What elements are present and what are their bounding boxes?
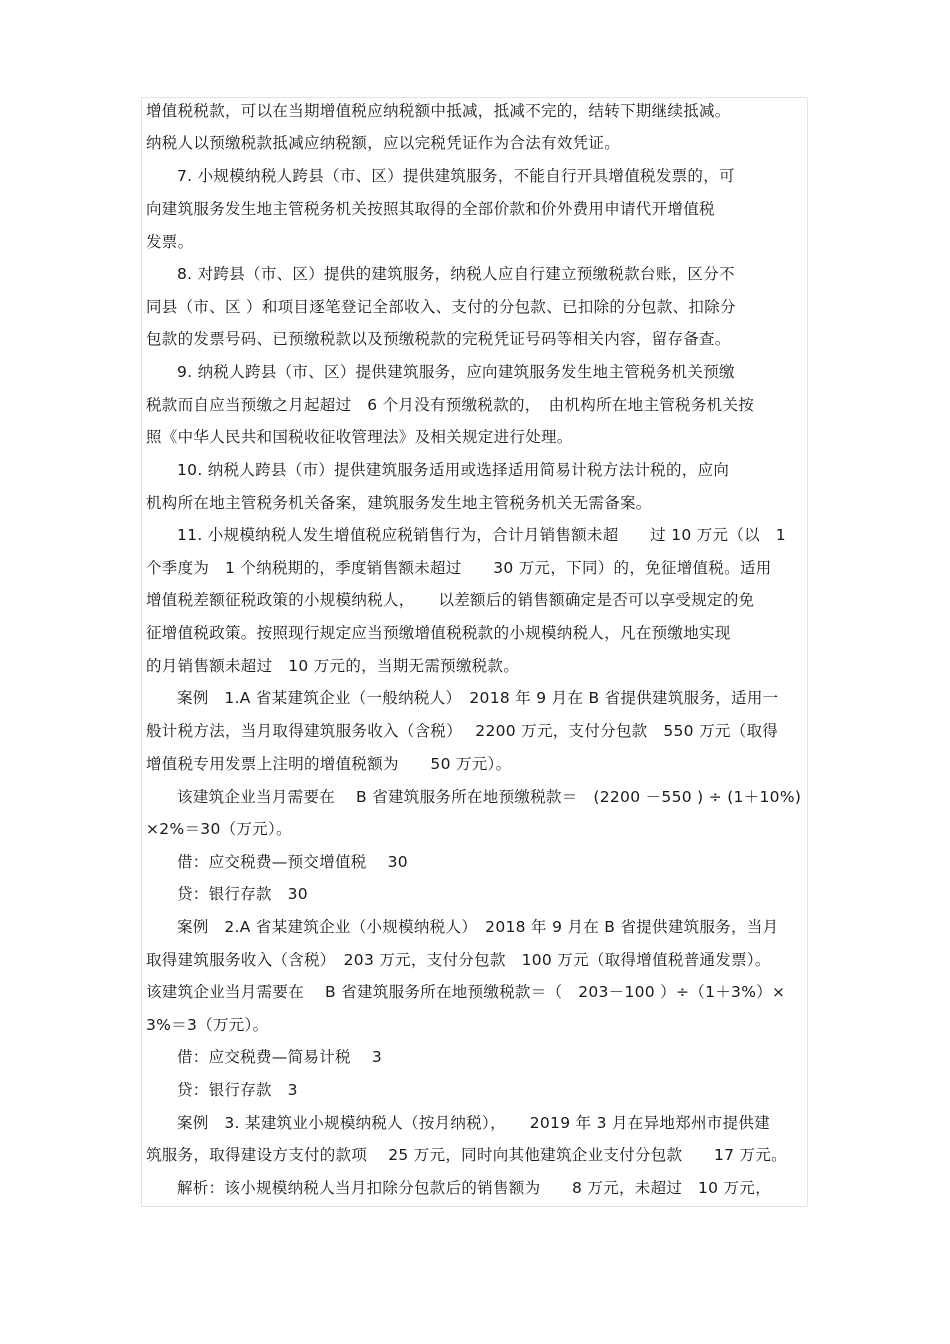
text-line: 向建筑服务发生地主管税务机关按照其取得的全部价款和价外费用申请代开增值税 (146, 200, 715, 218)
text-line: 案例 3. 某建筑业小规模纳税人（按月纳税）， 2019 年 3 月在异地郑州市提供建 (177, 1114, 771, 1132)
text-line: 增值税税款，可以在当期增值税应纳税额中抵减，抵减不完的，结转下期继续抵减。 (146, 102, 731, 120)
text-line: 借：应交税费—预交增值税 30 (177, 853, 408, 871)
text-line: 机构所在地主管税务机关备案，建筑服务发生地主管税务机关无需备案。 (146, 494, 652, 512)
text-line: 3%＝3（万元）。 (146, 1016, 269, 1034)
text-line: 该建筑企业当月需要在 B 省建筑服务所在地预缴税款＝（ 203－100 ）÷（1＋3%）× (146, 983, 786, 1001)
text-line: 征增值税政策。按照现行规定应当预缴增值税税款的小规模纳税人，凡在预缴地实现 (146, 624, 731, 642)
text-line: 7. 小规模纳税人跨县（市、区）提供建筑服务，不能自行开具增值税发票的，可 (177, 167, 735, 185)
text-line: 发票。 (146, 233, 194, 251)
text-line: 11. 小规模纳税人发生增值税应税销售行为，合计月销售额未超 过 10 万元（以 1 (177, 526, 786, 544)
text-line: 该建筑企业当月需要在 B 省建筑服务所在地预缴税款＝ (2200 －550 ) ÷ (1＋10%) (177, 788, 802, 806)
text-line: 增值税差额征税政策的小规模纳税人， 以差额后的销售额确定是否可以享受规定的免 (146, 591, 755, 609)
text-line: 借：应交税费—简易计税 3 (177, 1048, 382, 1066)
text-line: 包款的发票号码、已预缴税款以及预缴税款的完税凭证号码等相关内容，留存备查。 (146, 330, 731, 348)
text-line: 纳税人以预缴税款抵减应纳税额，应以完税凭证作为合法有效凭证。 (146, 134, 621, 152)
text-line: 解析：该小规模纳税人当月扣除分包款后的销售额为 8 万元，未超过 10 万元， (177, 1179, 771, 1197)
text-line: 取得建筑服务收入（含税） 203 万元，支付分包款 100 万元（取得增值税普通发票）。 (146, 951, 771, 969)
text-line: 案例 2.A 省某建筑企业（小规模纳税人） 2018 年 9 月在 B 省提供建筑服务，当月 (177, 918, 779, 936)
text-line: ×2%＝30（万元）。 (146, 820, 292, 838)
text-line: 案例 1.A 省某建筑企业（一般纳税人） 2018 年 9 月在 B 省提供建筑服务，适用一 (177, 689, 779, 707)
text-line: 筑服务，取得建设方支付的款项 25 万元，同时向其他建筑企业支付分包款 17 万元。 (146, 1146, 787, 1164)
text-line: 10. 纳税人跨县（市）提供建筑服务适用或选择适用简易计税方法计税的，应向 (177, 461, 730, 479)
text-line: 贷：银行存款 3 (177, 1081, 298, 1099)
text-line: 税款而自应当预缴之月起超过 6 个月没有预缴税款的， 由机构所在地主管税务机关按 (146, 396, 755, 414)
text-line: 个季度为 1 个纳税期的，季度销售额未超过 30 万元，下同）的，免征增值税。适用 (146, 559, 772, 577)
text-line: 的月销售额未超过 10 万元的，当期无需预缴税款。 (146, 657, 520, 675)
text-line: 般计税方法，当月取得建筑服务收入（含税） 2200 万元，支付分包款 550 万元（取得 (146, 722, 779, 740)
text-line: 贷：银行存款 30 (177, 885, 308, 903)
text-line: 同县（市、区 ）和项目逐笔登记全部收入、支付的分包款、已扣除的分包款、扣除分 (146, 298, 736, 316)
text-line: 照《中华人民共和国税收征收管理法》及相关规定进行处理。 (146, 428, 573, 446)
text-line: 9. 纳税人跨县（市、区）提供建筑服务，应向建筑服务发生地主管税务机关预缴 (177, 363, 735, 381)
text-line: 增值税专用发票上注明的增值税额为 50 万元）。 (146, 755, 512, 773)
text-line: 8. 对跨县（市、区）提供的建筑服务，纳税人应自行建立预缴税款台账，区分不 (177, 265, 735, 283)
